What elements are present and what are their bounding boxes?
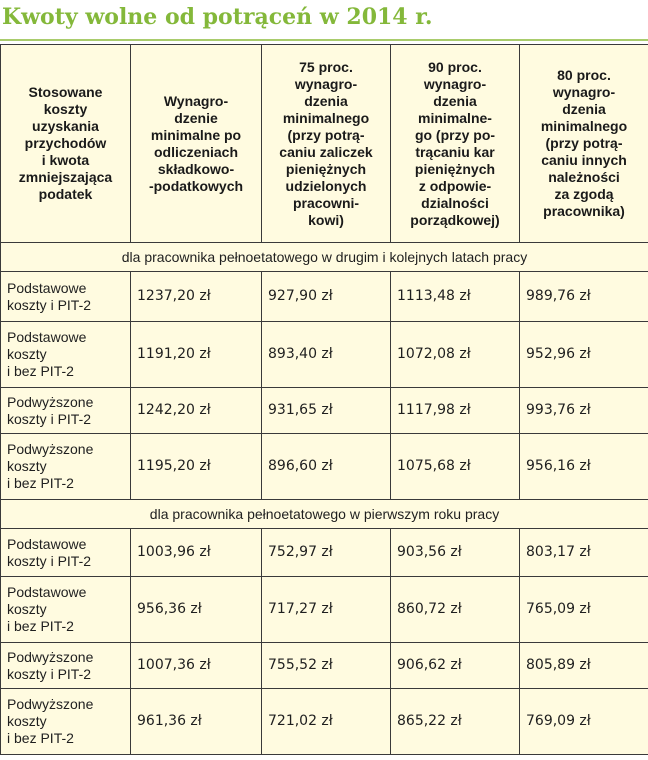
cell-value: 903,56 zł (391, 529, 520, 577)
column-header-80-percent: 80 proc. wynagro- dzenia minimalnego (przy potrą- caniu innych należności za zgodą pracownika) (520, 45, 648, 243)
row-label: Podwyższone koszty i bez PIT-2 (1, 689, 131, 755)
cell-value: 860,72 zł (391, 577, 520, 643)
cell-value: 956,36 zł (131, 577, 262, 643)
cell-value: 803,17 zł (520, 529, 648, 577)
cell-value: 721,02 zł (262, 689, 391, 755)
row-label: Podstawowe koszty i bez PIT-2 (1, 322, 131, 388)
cell-value: 755,52 zł (262, 643, 391, 689)
cell-value: 1113,48 zł (391, 272, 520, 322)
cell-value: 931,65 zł (262, 388, 391, 434)
row-label: Podstawowe koszty i PIT-2 (1, 529, 131, 577)
cell-value: 1237,20 zł (131, 272, 262, 322)
cell-value: 893,40 zł (262, 322, 391, 388)
cell-value: 952,96 zł (520, 322, 648, 388)
table-row (1, 388, 648, 434)
cell-value: 805,89 zł (520, 643, 648, 689)
cell-value: 906,62 zł (391, 643, 520, 689)
row-label: Podwyższone koszty i PIT-2 (1, 388, 131, 434)
cell-value: 717,27 zł (262, 577, 391, 643)
section-header-row (1, 500, 648, 529)
column-header-90-percent: 90 proc. wynagro- dzenia minimalne- go (przy po- trącaniu kar pieniężnych z odpowie- dzialności porządkowej) (391, 45, 520, 243)
section-title: dla pracownika pełnoetatowego w pierwszym roku pracy (1, 500, 648, 529)
cell-value: 927,90 zł (262, 272, 391, 322)
cell-value: 896,60 zł (262, 434, 391, 500)
cell-value: 1075,68 zł (391, 434, 520, 500)
cell-value: 1003,96 zł (131, 529, 262, 577)
table-row (1, 689, 648, 755)
column-header-minimum-net: Wynagro- dzenie minimalne po odliczeniach składkowo- -podatkowych (131, 45, 262, 243)
row-label: Podstawowe koszty i PIT-2 (1, 272, 131, 322)
table-row (1, 322, 648, 388)
table-header-row (1, 45, 648, 243)
cell-value: 993,76 zł (520, 388, 648, 434)
table-row (1, 643, 648, 689)
cell-value: 961,36 zł (131, 689, 262, 755)
cell-value: 1117,98 zł (391, 388, 520, 434)
cell-value: 1007,36 zł (131, 643, 262, 689)
column-header-75-percent: 75 proc. wynagro- dzenia minimalnego (przy potrą- caniu zaliczek pieniężnych udzielonych pracowni- kowi) (262, 45, 391, 243)
table-row (1, 434, 648, 500)
cell-value: 956,16 zł (520, 434, 648, 500)
column-header-costs: Stosowane koszty uzyskania przychodów i kwota zmniejszająca podatek (1, 45, 131, 243)
row-label: Podwyższone koszty i bez PIT-2 (1, 434, 131, 500)
cell-value: 1242,20 zł (131, 388, 262, 434)
page-title: Kwoty wolne od potrąceń w 2014 r. (2, 4, 433, 30)
deduction-table (0, 44, 648, 755)
table-row (1, 272, 648, 322)
cell-value: 1072,08 zł (391, 322, 520, 388)
table-row (1, 577, 648, 643)
cell-value: 769,09 zł (520, 689, 648, 755)
section-title: dla pracownika pełnoetatowego w drugim i kolejnych latach pracy (1, 243, 648, 272)
table-row (1, 529, 648, 577)
title-underline (0, 39, 648, 41)
cell-value: 1195,20 zł (131, 434, 262, 500)
cell-value: 765,09 zł (520, 577, 648, 643)
cell-value: 752,97 zł (262, 529, 391, 577)
row-label: Podwyższone koszty i PIT-2 (1, 643, 131, 689)
cell-value: 1191,20 zł (131, 322, 262, 388)
cell-value: 865,22 zł (391, 689, 520, 755)
section-header-row (1, 243, 648, 272)
cell-value: 989,76 zł (520, 272, 648, 322)
row-label: Podstawowe koszty i bez PIT-2 (1, 577, 131, 643)
